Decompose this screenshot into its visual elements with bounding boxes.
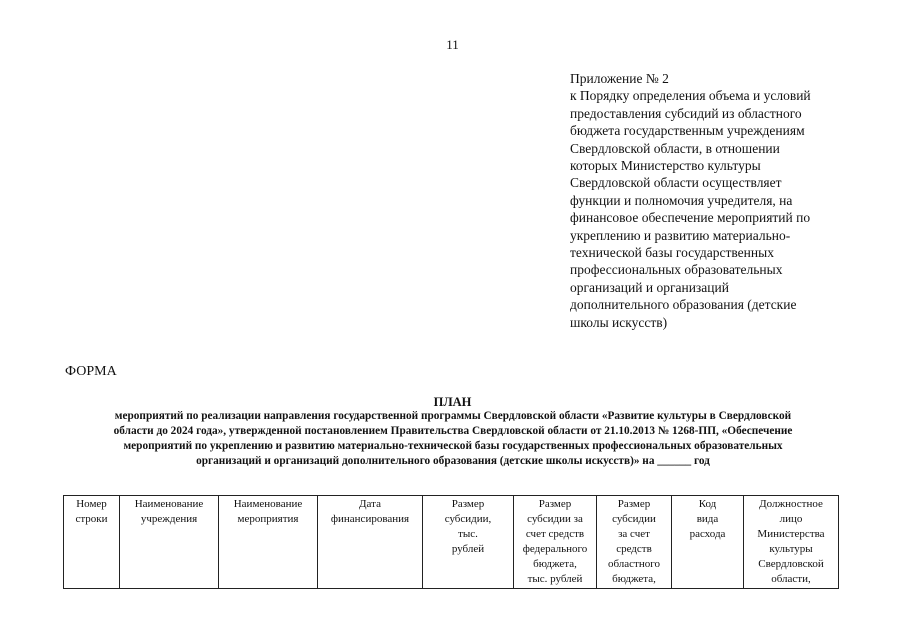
form-label: ФОРМА: [65, 364, 117, 379]
appendix-line: организаций и организаций: [570, 279, 729, 295]
plan-description-line: организаций и организаций дополнительного образования (детские школы искусств)» на ______ год: [196, 455, 710, 467]
appendix-line: которых Министерство культуры: [570, 158, 761, 174]
appendix-line: дополнительного образования (детские: [570, 297, 797, 313]
column-header-event-name: Наименование мероприятия: [219, 496, 318, 589]
column-header-regional-subsidy: Размер субсидии за счет средств областного бюджета,: [597, 496, 672, 589]
column-header-financing-date: Дата финансирования: [318, 496, 423, 589]
plan-title: ПЛАН: [433, 395, 472, 409]
appendix-line: Приложение № 2: [570, 71, 669, 86]
table-header-row: [64, 496, 839, 589]
plan-description-line: мероприятий по реализации направления государственной программы Свердловской области «Развитие культуры в Свердловской: [114, 410, 792, 422]
appendix-line: технической базы государственных: [570, 245, 774, 261]
page-number: 11: [446, 37, 459, 52]
column-header-federal-subsidy: Размер субсидии за счет средств федерального бюджета, тыс. рублей: [514, 496, 597, 589]
appendix-line: школы искусств): [570, 314, 668, 330]
plan-description-line: мероприятий по укреплению и развитию материально-технической базы государственных профессиональных образовательных: [123, 440, 783, 452]
appendix-line: бюджета государственным учреждениям: [570, 123, 805, 139]
appendix-line: Свердловской области осуществляет: [570, 175, 782, 191]
appendix-line: к Порядку определения объема и условий: [570, 88, 811, 104]
appendix-line: Свердловской области, в отношении: [570, 140, 780, 156]
plan-table: [63, 495, 839, 589]
column-header-institution-name: Наименование учреждения: [120, 496, 219, 589]
appendix-line: функции и полномочия учредителя, на: [570, 192, 793, 208]
column-header-expense-code: Код вида расхода: [672, 496, 744, 589]
appendix-line: профессиональных образовательных: [570, 262, 783, 278]
appendix-line: финансовое обеспечение мероприятий по: [570, 210, 811, 226]
column-header-subsidy-amount: Размер субсидии, тыс. рублей: [423, 496, 514, 589]
appendix-line: предоставления субсидий из областного: [570, 105, 802, 121]
plan-description-line: области до 2024 года», утвержденной постановлением Правительства Свердловской области от 21.10.2013 № 1268-ПП, «Обеспечение: [113, 425, 793, 437]
appendix-block: [570, 70, 860, 331]
plan-description: [58, 409, 848, 469]
column-header-row-number: Номер строки: [64, 496, 120, 589]
appendix-line: укреплению и развитию материально-: [570, 227, 791, 243]
column-header-official: Должностное лицо Министерства культуры Свердловской области,: [744, 496, 839, 589]
